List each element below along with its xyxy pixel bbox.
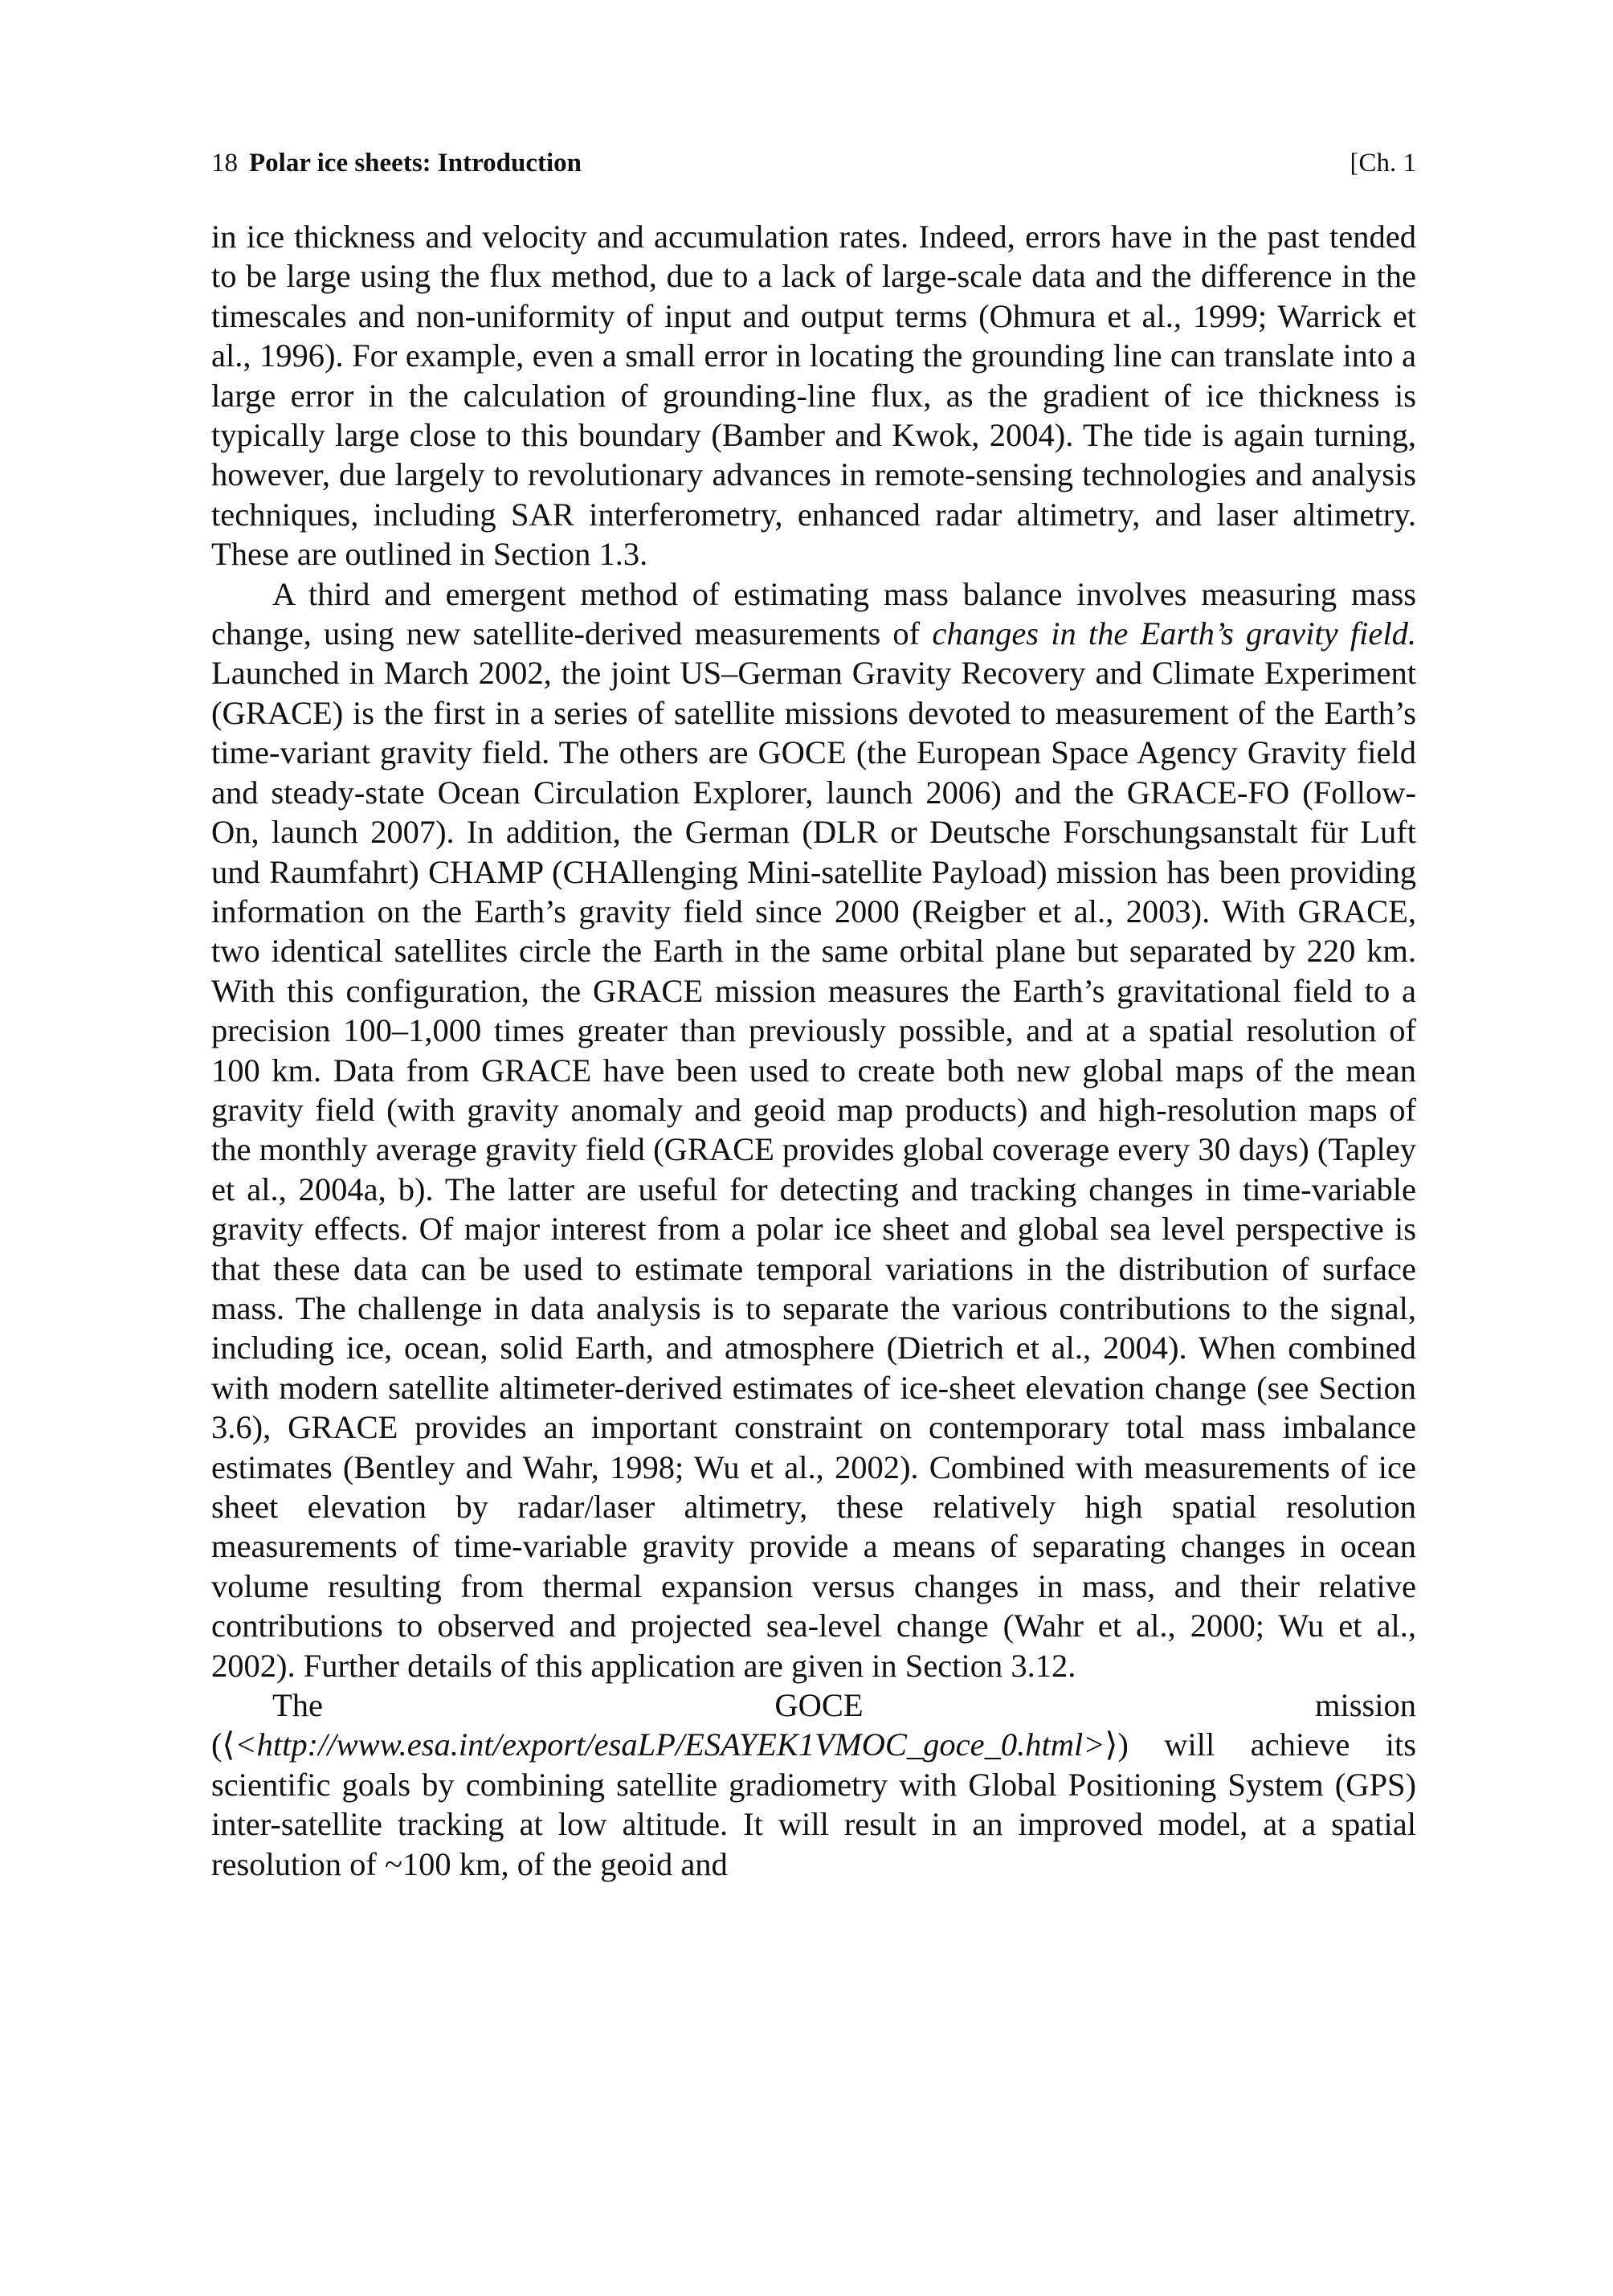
paragraph-3-text-b: ⟩) will achieve its scientific goals by combining satellite gradiometry with Global Positioning System (GPS) inter-satellite tracking at low altitude. It will result in an improved model, at a spatial resolution of ~100 km, of the geoid and [211,1726,1416,1882]
chapter-title: Polar ice sheets: Introduction [249,149,582,178]
goce-url-link[interactable]: <http://www.esa.int/export/esaLP/ESAYEK1VMOC_goce_0.html> [235,1726,1105,1763]
body-text [211,217,1416,1884]
paragraph-2 [211,574,1416,1685]
chapter-reference: [Ch. 1 [1350,149,1416,178]
page-number: 18 [211,149,238,178]
running-header [211,143,1416,183]
paragraph-1: in ice thickness and velocity and accumulation rates. Indeed, errors have in the past tended to be large using the flux method, due to a lack of large-scale data and the difference in the timescales and non-uniformity of input and output terms (Ohmura et al., 1999; Warrick et al., 1996). For example, even a small error in locating the grounding line can translate into a large error in the calculation of grounding-line flux, as the gradient of ice thickness is typically large close to this boundary (Bamber and Kwok, 2004). The tide is again turning, however, due largely to revolutionary advances in remote-sensing technologies and analysis techniques, including SAR interferometry, enhanced radar altimetry, and laser altimetry. These are outlined in Section 1.3. [211,219,1416,573]
paragraph-2-text-b: Launched in March 2002, the joint US–German Gravity Recovery and Climate Experiment (GRACE) is the first in a series of satellite missions devoted to measurement of the Earth’s time-variant gravity field. The others are GOCE (the European Space Agency Gravity field and steady-state Ocean Circulation Explorer, launch 2006) and the GRACE-FO (Follow-On, launch 2007). In addition, the German (DLR or Deutsche Forschungsanstalt für Luft und Raumfahrt) CHAMP (CHAllenging Mini-satellite Payload) mission has been providing information on the Earth’s gravity field since 2000 (Reigber et al., 2003). With GRACE, two identical satellites circle the Earth in the same orbital plane but separated by 220 km. With this configuration, the GRACE mission measures the Earth’s gravitational field to a precision 100–1,000 times greater than previously possible, and at a spatial resolution of 100 km. Data from GRACE have been used to create both new global maps of the mean gravity field (with gravity anomaly and geoid map products) and high-resolution maps of the monthly average gravity field (GRACE provides global coverage every 30 days) (Tapley et al., 2004a, b). The latter are useful for detecting and tracking changes in time-variable gravity effects. Of major interest from a polar ice sheet and global sea level perspective is that these data can be used to estimate temporal variations in the distribution of surface mass. The challenge in data analysis is to separate the various contributions to the signal, including ice, ocean, solid Earth, and atmosphere (Dietrich et al., 2004). When combined with modern satellite altimeter-derived estimates of ice-sheet elevation change (see Section 3.6), GRACE provides an important constraint on contemporary total mass imbalance estimates (Bentley and Wahr, 1998; Wu et al., 2002). Combined with measurements of ice sheet elevation by radar/laser altimetry, these relatively high spatial resolution measurements of time-variable gravity provide a means of separating changes in ocean volume resulting from thermal expansion versus changes in mass, and their relative contributions to observed and projected sea-level change (Wahr et al., 2000; Wu et al., 2002). Further details of this application are given in Section 3.12. [211,655,1416,1684]
paragraph-2-emphasis: changes in the Earth’s gravity field. [932,615,1417,652]
header-left [211,143,582,183]
document-page [211,0,1416,2296]
paragraph-2-text-a: A third and emergent method of estimating mass balance involves measuring mass change, using new satellite-derived measurements of [211,575,1416,652]
paragraph-3 [211,1685,1416,1884]
paragraph-3-text-a: The GOCE mission (⟨ [211,1687,1416,1763]
